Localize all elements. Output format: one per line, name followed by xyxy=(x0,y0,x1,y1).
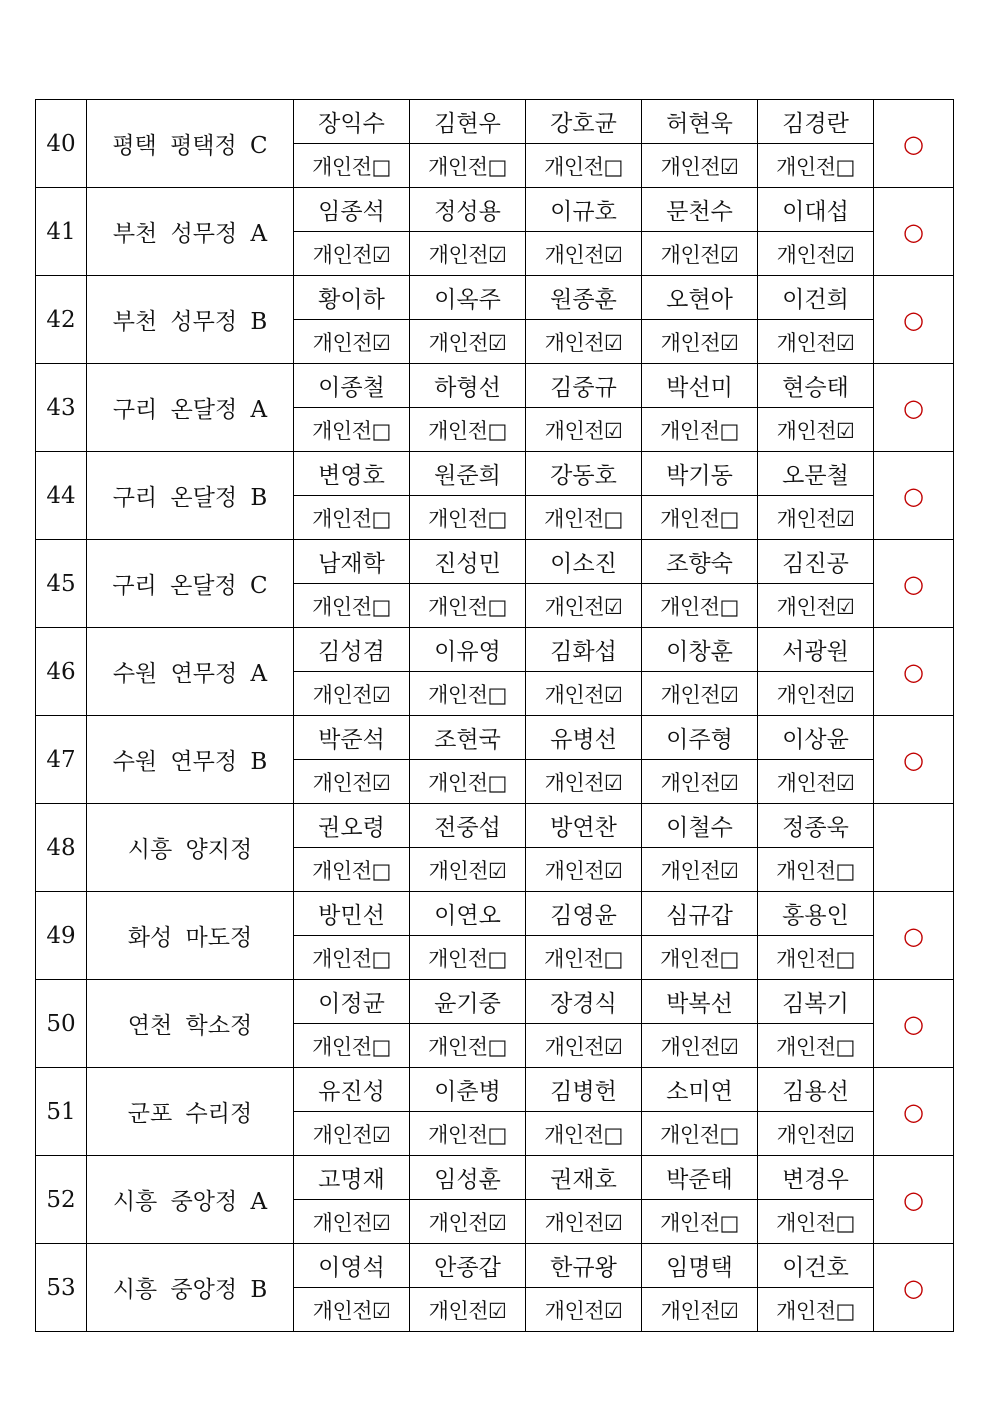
player-name: 이창훈 xyxy=(642,628,758,672)
individual-entry-checkbox[interactable]: 개인전□ xyxy=(410,496,526,540)
team-row-players xyxy=(36,804,954,848)
team-row-players xyxy=(36,628,954,672)
circle-mark-icon xyxy=(874,804,954,892)
individual-entry-checkbox[interactable]: 개인전☑ xyxy=(410,1288,526,1332)
team-row-players xyxy=(36,188,954,232)
player-name: 장익수 xyxy=(294,100,410,144)
individual-entry-checkbox[interactable]: 개인전□ xyxy=(642,1112,758,1156)
team-row-players xyxy=(36,452,954,496)
individual-entry-checkbox[interactable]: 개인전□ xyxy=(642,408,758,452)
player-name: 정종욱 xyxy=(758,804,874,848)
player-name: 방연찬 xyxy=(526,804,642,848)
individual-entry-checkbox[interactable]: 개인전☑ xyxy=(410,232,526,276)
team-name: 평택 평택정 C xyxy=(87,100,294,188)
circle-mark-icon: ○ xyxy=(874,100,954,188)
individual-entry-checkbox[interactable]: 개인전□ xyxy=(642,936,758,980)
player-name: 권오령 xyxy=(294,804,410,848)
team-number: 45 xyxy=(36,540,87,628)
individual-entry-checkbox[interactable]: 개인전☑ xyxy=(642,144,758,188)
team-number: 48 xyxy=(36,804,87,892)
individual-entry-checkbox[interactable]: 개인전☑ xyxy=(294,1288,410,1332)
player-name: 변경우 xyxy=(758,1156,874,1200)
team-name: 부천 성무정 A xyxy=(87,188,294,276)
individual-entry-checkbox[interactable]: 개인전☑ xyxy=(526,848,642,892)
individual-entry-checkbox[interactable]: 개인전□ xyxy=(642,1200,758,1244)
individual-entry-checkbox[interactable]: 개인전□ xyxy=(758,1200,874,1244)
team-name: 시흥 양지정 xyxy=(87,804,294,892)
individual-entry-checkbox[interactable]: 개인전☑ xyxy=(758,320,874,364)
individual-entry-checkbox[interactable]: 개인전□ xyxy=(294,496,410,540)
individual-entry-checkbox[interactable]: 개인전☑ xyxy=(410,320,526,364)
player-name: 유병선 xyxy=(526,716,642,760)
player-name: 서광원 xyxy=(758,628,874,672)
player-name: 강호균 xyxy=(526,100,642,144)
player-name: 김복기 xyxy=(758,980,874,1024)
team-row-players xyxy=(36,540,954,584)
team-number: 53 xyxy=(36,1244,87,1332)
player-name: 김용선 xyxy=(758,1068,874,1112)
player-name: 김현우 xyxy=(410,100,526,144)
individual-entry-checkbox[interactable]: 개인전☑ xyxy=(526,1288,642,1332)
player-name: 강동호 xyxy=(526,452,642,496)
player-name: 박준석 xyxy=(294,716,410,760)
team-row-players xyxy=(36,716,954,760)
individual-entry-checkbox[interactable]: 개인전☑ xyxy=(642,848,758,892)
circle-mark-icon: ○ xyxy=(874,1244,954,1332)
team-row-players xyxy=(36,364,954,408)
individual-entry-checkbox[interactable]: 개인전□ xyxy=(410,760,526,804)
player-name: 김병헌 xyxy=(526,1068,642,1112)
team-number: 46 xyxy=(36,628,87,716)
team-name: 시흥 중앙정 B xyxy=(87,1244,294,1332)
individual-entry-checkbox[interactable]: 개인전☑ xyxy=(758,672,874,716)
individual-entry-checkbox[interactable]: 개인전☑ xyxy=(526,760,642,804)
player-name: 정성용 xyxy=(410,188,526,232)
player-name: 김성겸 xyxy=(294,628,410,672)
individual-entry-checkbox[interactable]: 개인전□ xyxy=(410,144,526,188)
individual-entry-checkbox[interactable]: 개인전□ xyxy=(526,496,642,540)
circle-mark-icon: ○ xyxy=(874,716,954,804)
individual-entry-checkbox[interactable]: 개인전□ xyxy=(642,584,758,628)
individual-entry-checkbox[interactable]: 개인전☑ xyxy=(294,232,410,276)
player-name: 이건희 xyxy=(758,276,874,320)
circle-mark-icon: ○ xyxy=(874,188,954,276)
individual-entry-checkbox[interactable]: 개인전☑ xyxy=(526,672,642,716)
team-name: 부천 성무정 B xyxy=(87,276,294,364)
player-name: 이대섭 xyxy=(758,188,874,232)
individual-entry-checkbox[interactable]: 개인전☑ xyxy=(758,760,874,804)
individual-entry-checkbox[interactable]: 개인전□ xyxy=(410,936,526,980)
circle-mark-icon: ○ xyxy=(874,892,954,980)
team-number: 43 xyxy=(36,364,87,452)
player-name: 현승태 xyxy=(758,364,874,408)
player-name: 윤기중 xyxy=(410,980,526,1024)
player-name: 임명택 xyxy=(642,1244,758,1288)
individual-entry-checkbox[interactable]: 개인전☑ xyxy=(758,584,874,628)
individual-entry-checkbox[interactable]: 개인전□ xyxy=(410,672,526,716)
team-name: 구리 온달정 C xyxy=(87,540,294,628)
team-row-players xyxy=(36,1068,954,1112)
individual-entry-checkbox[interactable]: 개인전□ xyxy=(294,584,410,628)
player-name: 원종훈 xyxy=(526,276,642,320)
team-name: 구리 온달정 B xyxy=(87,452,294,540)
team-row-players xyxy=(36,276,954,320)
individual-entry-checkbox[interactable]: 개인전☑ xyxy=(642,320,758,364)
team-row-players xyxy=(36,100,954,144)
team-row-players xyxy=(36,1156,954,1200)
individual-entry-checkbox[interactable]: 개인전☑ xyxy=(294,320,410,364)
player-name: 임종석 xyxy=(294,188,410,232)
player-name: 박준태 xyxy=(642,1156,758,1200)
player-name: 이유영 xyxy=(410,628,526,672)
team-row-players xyxy=(36,892,954,936)
individual-entry-checkbox[interactable]: 개인전☑ xyxy=(410,1200,526,1244)
player-name: 김진공 xyxy=(758,540,874,584)
individual-entry-checkbox[interactable]: 개인전☑ xyxy=(758,232,874,276)
player-name: 진성민 xyxy=(410,540,526,584)
player-name: 이상윤 xyxy=(758,716,874,760)
individual-entry-checkbox[interactable]: 개인전□ xyxy=(294,1024,410,1068)
individual-entry-checkbox[interactable]: 개인전☑ xyxy=(294,1200,410,1244)
individual-entry-checkbox[interactable]: 개인전□ xyxy=(294,848,410,892)
individual-entry-checkbox[interactable]: 개인전□ xyxy=(410,1024,526,1068)
player-name: 박기동 xyxy=(642,452,758,496)
player-name: 남재학 xyxy=(294,540,410,584)
individual-entry-checkbox[interactable]: 개인전□ xyxy=(758,936,874,980)
team-number: 44 xyxy=(36,452,87,540)
player-name: 이소진 xyxy=(526,540,642,584)
individual-entry-checkbox[interactable]: 개인전□ xyxy=(410,1112,526,1156)
player-name: 박선미 xyxy=(642,364,758,408)
player-name: 소미연 xyxy=(642,1068,758,1112)
individual-entry-checkbox[interactable]: 개인전☑ xyxy=(758,408,874,452)
player-name: 이연오 xyxy=(410,892,526,936)
team-number: 42 xyxy=(36,276,87,364)
circle-mark-icon: ○ xyxy=(874,1156,954,1244)
player-name: 조향숙 xyxy=(642,540,758,584)
individual-entry-checkbox[interactable]: 개인전☑ xyxy=(294,760,410,804)
player-name: 이정균 xyxy=(294,980,410,1024)
individual-entry-checkbox[interactable]: 개인전☑ xyxy=(526,584,642,628)
player-name: 이철수 xyxy=(642,804,758,848)
team-name: 연천 학소정 xyxy=(87,980,294,1068)
individual-entry-checkbox[interactable]: 개인전□ xyxy=(410,408,526,452)
player-name: 황이하 xyxy=(294,276,410,320)
team-number: 52 xyxy=(36,1156,87,1244)
individual-entry-checkbox[interactable]: 개인전☑ xyxy=(642,232,758,276)
player-name: 권재호 xyxy=(526,1156,642,1200)
team-number: 41 xyxy=(36,188,87,276)
roster-table xyxy=(35,99,954,1332)
individual-entry-checkbox[interactable]: 개인전☑ xyxy=(410,848,526,892)
circle-mark-icon: ○ xyxy=(874,364,954,452)
individual-entry-checkbox[interactable]: 개인전□ xyxy=(642,496,758,540)
individual-entry-checkbox[interactable]: 개인전☑ xyxy=(294,1112,410,1156)
individual-entry-checkbox[interactable]: 개인전□ xyxy=(526,936,642,980)
individual-entry-checkbox[interactable]: 개인전☑ xyxy=(526,232,642,276)
player-name: 전중섭 xyxy=(410,804,526,848)
player-name: 이규호 xyxy=(526,188,642,232)
player-name: 이춘병 xyxy=(410,1068,526,1112)
individual-entry-checkbox[interactable]: 개인전□ xyxy=(410,584,526,628)
player-name: 고명재 xyxy=(294,1156,410,1200)
player-name: 김중규 xyxy=(526,364,642,408)
individual-entry-checkbox[interactable]: 개인전□ xyxy=(526,144,642,188)
team-number: 51 xyxy=(36,1068,87,1156)
individual-entry-checkbox[interactable]: 개인전☑ xyxy=(526,408,642,452)
player-name: 김화섭 xyxy=(526,628,642,672)
individual-entry-checkbox[interactable]: 개인전☑ xyxy=(526,1024,642,1068)
individual-entry-checkbox[interactable]: 개인전☑ xyxy=(294,672,410,716)
player-name: 한규왕 xyxy=(526,1244,642,1288)
team-name: 군포 수리정 xyxy=(87,1068,294,1156)
circle-mark-icon: ○ xyxy=(874,276,954,364)
player-name: 이옥주 xyxy=(410,276,526,320)
player-name: 심규갑 xyxy=(642,892,758,936)
individual-entry-checkbox[interactable]: 개인전□ xyxy=(526,1112,642,1156)
player-name: 하형선 xyxy=(410,364,526,408)
player-name: 오현아 xyxy=(642,276,758,320)
roster-body xyxy=(36,100,954,1332)
circle-mark-icon: ○ xyxy=(874,980,954,1068)
player-name: 이영석 xyxy=(294,1244,410,1288)
team-number: 40 xyxy=(36,100,87,188)
circle-mark-icon: ○ xyxy=(874,452,954,540)
team-name: 수원 연무정 B xyxy=(87,716,294,804)
individual-entry-checkbox[interactable]: 개인전☑ xyxy=(758,496,874,540)
player-name: 장경식 xyxy=(526,980,642,1024)
individual-entry-checkbox[interactable]: 개인전□ xyxy=(294,936,410,980)
player-name: 문천수 xyxy=(642,188,758,232)
individual-entry-checkbox[interactable]: 개인전☑ xyxy=(642,760,758,804)
individual-entry-checkbox[interactable]: 개인전☑ xyxy=(642,672,758,716)
individual-entry-checkbox[interactable]: 개인전□ xyxy=(758,1288,874,1332)
team-row-players xyxy=(36,980,954,1024)
player-name: 이건호 xyxy=(758,1244,874,1288)
team-name: 수원 연무정 A xyxy=(87,628,294,716)
team-number: 47 xyxy=(36,716,87,804)
player-name: 안종갑 xyxy=(410,1244,526,1288)
player-name: 박복선 xyxy=(642,980,758,1024)
team-number: 50 xyxy=(36,980,87,1068)
individual-entry-checkbox[interactable]: 개인전□ xyxy=(758,1024,874,1068)
individual-entry-checkbox[interactable]: 개인전☑ xyxy=(642,1288,758,1332)
individual-entry-checkbox[interactable]: 개인전☑ xyxy=(526,1200,642,1244)
team-name: 구리 온달정 A xyxy=(87,364,294,452)
circle-mark-icon: ○ xyxy=(874,628,954,716)
player-name: 원준희 xyxy=(410,452,526,496)
player-name: 오문철 xyxy=(758,452,874,496)
player-name: 이주형 xyxy=(642,716,758,760)
player-name: 김영윤 xyxy=(526,892,642,936)
individual-entry-checkbox[interactable]: 개인전□ xyxy=(758,144,874,188)
player-name: 김경란 xyxy=(758,100,874,144)
player-name: 허현욱 xyxy=(642,100,758,144)
player-name: 홍용인 xyxy=(758,892,874,936)
individual-entry-checkbox[interactable]: 개인전□ xyxy=(294,408,410,452)
individual-entry-checkbox[interactable]: 개인전☑ xyxy=(758,1112,874,1156)
individual-entry-checkbox[interactable]: 개인전□ xyxy=(294,144,410,188)
player-name: 변영호 xyxy=(294,452,410,496)
circle-mark-icon: ○ xyxy=(874,1068,954,1156)
team-row-players xyxy=(36,1244,954,1288)
individual-entry-checkbox[interactable]: 개인전☑ xyxy=(642,1024,758,1068)
player-name: 조현국 xyxy=(410,716,526,760)
player-name: 이종철 xyxy=(294,364,410,408)
team-name: 화성 마도정 xyxy=(87,892,294,980)
player-name: 방민선 xyxy=(294,892,410,936)
individual-entry-checkbox[interactable]: 개인전☑ xyxy=(526,320,642,364)
individual-entry-checkbox[interactable]: 개인전□ xyxy=(758,848,874,892)
player-name: 유진성 xyxy=(294,1068,410,1112)
circle-mark-icon: ○ xyxy=(874,540,954,628)
team-name: 시흥 중앙정 A xyxy=(87,1156,294,1244)
player-name: 임성훈 xyxy=(410,1156,526,1200)
team-number: 49 xyxy=(36,892,87,980)
